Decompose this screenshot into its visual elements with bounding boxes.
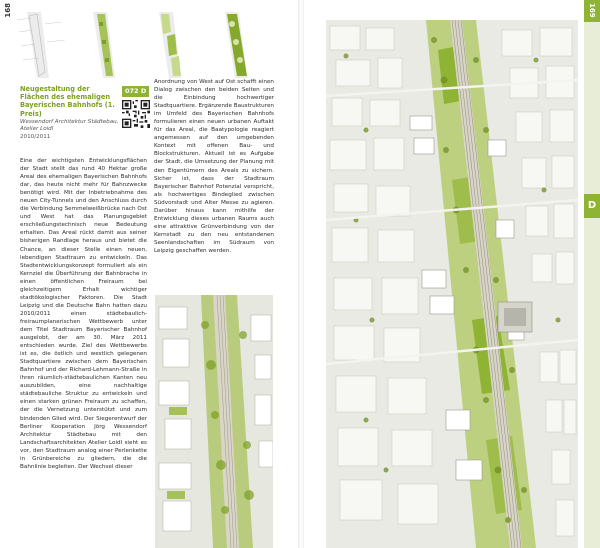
project-title: Neugestaltung der Flächen des ehemaligen Bayerischen Bahnhofs (1. Preis) <box>20 85 115 118</box>
right-page-number-label: 169 <box>588 3 596 18</box>
concept-diagram-4 <box>213 12 273 78</box>
concept-diagram-2 <box>81 12 141 78</box>
project-years: 2010/2011 <box>20 133 51 140</box>
project-credit: Wessendorf Architektur Städtebau, Atelier Loidl <box>20 118 119 133</box>
concept-diagram-strip <box>15 12 277 78</box>
body-paragraph-2: Anordnung von West auf Ost schafft einen Dialog zwischen den beiden Seiten und die Einbindung hochwertiger Stadtquartiere. Ergänzende Baustrukturen im Umfeld des Bayerischen Bahnhofs formulieren einen neuen urbanen Auftakt für das Areal, die Baatypologie reagiert angemessen auf den umgebenden Kontext mit offenen Bau- und Blockstrukturen. Aktuell ist es Aufgabe der Stadt, die Umsetzung der Planung mit den Eigentümern des Areals zu sichern. Sicher ist, dass der Stadtraum Bayerischer Bahnhof Potenzial verspricht, als hochwertiges Bindeglied zwischen Südvorstadt und Alter Messe zu agieren. Darüber hinaus kann mithilfe der Entwicklung dieses urbanen Raums auch eine attraktive Grünverbindung von der Kernstadt zu den neu entstandenen Seenlandschaften im Südraum von Leipzig geschaffen werden. <box>154 79 274 254</box>
section-tab-strip <box>584 0 600 548</box>
project-badge: 072 D <box>122 86 149 97</box>
right-page-number <box>584 0 600 22</box>
section-letter-tab[interactable]: D <box>584 194 600 218</box>
book-gutter <box>298 0 304 548</box>
left-page-number: 168 <box>4 3 12 18</box>
site-plan-overview <box>326 20 578 548</box>
body-paragraph-1: Eine der wichtigsten Entwicklungsflächen der Stadt stellt das rund 40 Hektar große Areal des ehemaligen Bayerischen Bahnhofs dar, das heute nicht mehr für Bahnzwecke benötigt wird. Mit der Inbetriebnahme des neuen City-Tunnels und den Anschluss durch die Verbindung Semmelweißbrücke nach Ost und West hat das Planungsgebiet erschließungstechnisch neue Bedeutung erhalten. Das Areal rückt damit aus seiner bisherigen Randlage heraus und bietet die Chance, an dieser Stelle einen neuen, lebendigen Stadtraum zu entwickeln. Das Stadtentwicklungskonzept formuliert als ein Kernziel die Überführung der Bahnbrache in einen öffentlichen Freiraum bei gleichzeitigem Erhalt wichtiger stadtökologischer Faktoren. Die Stadt Leipzig und die Deutsche Bahn hatten dazu 2010/2011 einen städtebaulich-freiraumplanerischen Wettbewerb unter dem Titel Stadtraum Bayerischer Bahnhof ausgelobt, der am 30. März 2011 entschieden wurde. Ziel des Wettbewerbs ist es, die östlich und westlich gelegenen Stadtquartiere zwischen dem Bayerischen Bahnhof und der Richard-Lehmann-Straße in ihren räumlich-städtebaulichen Kanten neu auszubilden, eine nachhaltige städtebauliche Struktur zu entwickeln und einen starken grünen Freiraum zu schaffen, der die Vernetzung unterstützt und zum bindenden Glied wird. Der Siegerentwurf der Berliner Kooperation Jörg Wessendorf Architektur Städtebau mit den Landschaftsarchitekten Atelier Loidl sieht es vor, den Stadtraum analog einer Perlenkette in Grünbereiche zu gliedern, die die Bahnlinie begleiten. Der Wechsel dieser <box>20 158 147 470</box>
body-text-column-2 <box>154 78 274 255</box>
concept-diagram-3 <box>147 12 207 78</box>
concept-diagram-1 <box>15 12 75 78</box>
project-header <box>20 85 120 141</box>
body-text-column-1 <box>20 157 147 471</box>
site-plan-detail <box>155 295 273 548</box>
qr-code-icon[interactable] <box>122 100 150 128</box>
